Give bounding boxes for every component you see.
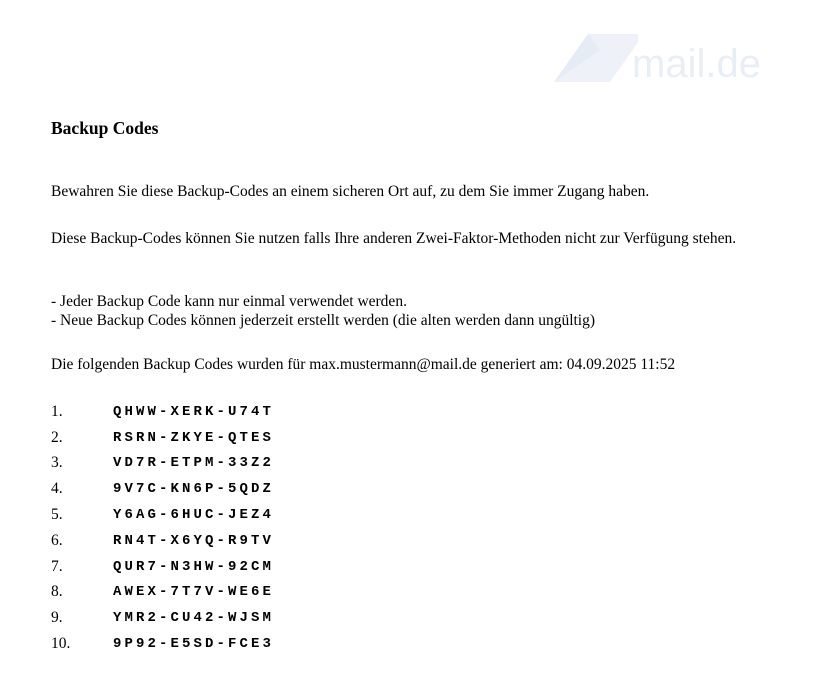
code-number: 6.	[51, 531, 63, 549]
backup-code: VD7R-ETPM-33Z2	[113, 455, 275, 472]
backup-code: 9V7C-KN6P-5QDZ	[113, 481, 275, 498]
code-row	[51, 580, 274, 606]
code-number: 4.	[51, 480, 63, 498]
note-item: - Jeder Backup Code kann nur einmal verwendet werden.	[51, 293, 407, 310]
code-row	[51, 502, 274, 528]
backup-code-list	[51, 399, 274, 657]
code-row	[51, 554, 274, 580]
backup-code: 9P92-E5SD-FCE3	[113, 636, 275, 653]
code-number: 10.	[51, 635, 71, 653]
code-row	[51, 425, 274, 451]
code-number: 1.	[51, 402, 63, 420]
logo-text: mail.de	[632, 42, 761, 86]
mail-de-watermark-logo	[548, 20, 788, 92]
page-title: Backup Codes	[51, 118, 159, 138]
code-number: 5.	[51, 506, 63, 524]
backup-code: QHWW-XERK-U74T	[113, 403, 275, 420]
code-row	[51, 605, 274, 631]
code-number: 3.	[51, 454, 63, 472]
code-row	[51, 476, 274, 502]
backup-code: YMR2-CU42-WJSM	[113, 610, 275, 627]
generated-info-line: Die folgenden Backup Codes wurden für max.mustermann@mail.de generiert am: 04.09.2025 11:52	[51, 356, 676, 373]
note-item: - Neue Backup Codes können jederzeit erstellt werden (die alten werden dann ungültig)	[51, 312, 596, 329]
notes-list	[51, 292, 595, 330]
code-number: 2.	[51, 428, 63, 446]
backup-code: RSRN-ZKYE-QTES	[113, 429, 275, 446]
code-row	[51, 631, 274, 657]
backup-code: RN4T-X6YQ-R9TV	[113, 532, 275, 549]
usage-paragraph: Diese Backup-Codes können Sie nutzen falls Ihre anderen Zwei-Faktor-Methoden nicht zur Verfügung stehen.	[51, 230, 737, 247]
envelope-logo-icon	[548, 20, 638, 92]
code-row	[51, 399, 274, 425]
code-number: 7.	[51, 557, 63, 575]
code-number: 9.	[51, 609, 63, 627]
intro-paragraph: Bewahren Sie diese Backup-Codes an einem sicheren Ort auf, zu dem Sie immer Zugang haben.	[51, 183, 650, 200]
backup-code: AWEX-7T7V-WE6E	[113, 584, 275, 601]
backup-code: QUR7-N3HW-92CM	[113, 558, 275, 575]
code-row	[51, 451, 274, 477]
code-row	[51, 528, 274, 554]
backup-code: Y6AG-6HUC-JEZ4	[113, 507, 275, 524]
code-number: 8.	[51, 583, 63, 601]
